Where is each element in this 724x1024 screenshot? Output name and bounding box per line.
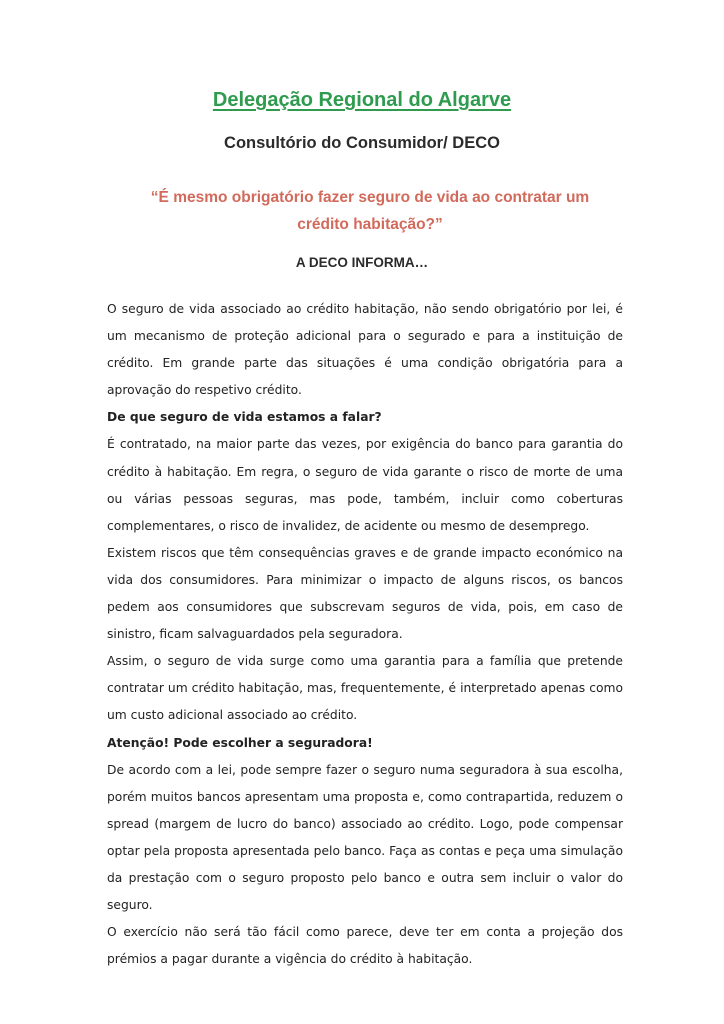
paragraph-law: De acordo com a lei, pode sempre fazer o seguro numa seguradora à sua escolha, porém muitos bancos apresentam uma proposta e, como contrapartida, reduzem o spread (margem de lucro do banco) associado ao crédito. Logo, pode compensar optar pela proposta apresentada pelo banco. Faça as contas e peça uma simulação da prestação com o seguro proposto pelo banco e outra sem incluir o valor do seguro. bbox=[107, 762, 623, 913]
subheading-choose-insurer: Atenção! Pode escolher a seguradora! bbox=[107, 735, 373, 750]
subheading-life-insurance: De que seguro de vida estamos a falar? bbox=[107, 410, 382, 425]
page-title: Delegação Regional do Algarve bbox=[212, 89, 512, 111]
article-body bbox=[107, 296, 623, 973]
paragraph-exercise: O exercício não será tão fácil como parece, deve ter em conta a projeção dos prémios a pagar durante a vigência do crédito à habitação. bbox=[107, 925, 623, 967]
headline-question: “É mesmo obrigatório fazer seguro de vida ao contratar um crédito habitação?” bbox=[150, 189, 590, 233]
paragraph-risks: Existem riscos que têm consequências graves e de grande impacto económico na vida dos consumidores. Para minimizar o impacto de alguns riscos, os bancos pedem aos consumidores que subscrevam seguros de vida, pois, em caso de sinistro, ficam salvaguardados pela seguradora. bbox=[107, 545, 623, 642]
paragraph-guarantee: Assim, o seguro de vida surge como uma garantia para a família que pretende contratar um crédito habitação, mas, frequentemente, é interpretado apenas como um custo adicional associado ao crédito. bbox=[107, 654, 623, 723]
paragraph-contracted: É contratado, na maior parte das vezes, por exigência do banco para garantia do crédito à habitação. Em regra, o seguro de vida garante o risco de morte de uma ou várias pessoas seguras, mas pode, também, incluir como coberturas complementares, o risco de invalidez, de acidente ou mesmo de desemprego. bbox=[107, 437, 623, 533]
page-subtitle: Consultório do Consumidor/ DECO bbox=[224, 134, 500, 152]
section-heading-informa: A DECO INFORMA… bbox=[295, 255, 429, 270]
paragraph-intro: O seguro de vida associado ao crédito habitação, não sendo obrigatório por lei, é um mecanismo de proteção adicional para o segurado e para a instituição de crédito. Em grande parte das situações é uma condição obrigatória para a aprovação do respetivo crédito. bbox=[107, 302, 623, 398]
